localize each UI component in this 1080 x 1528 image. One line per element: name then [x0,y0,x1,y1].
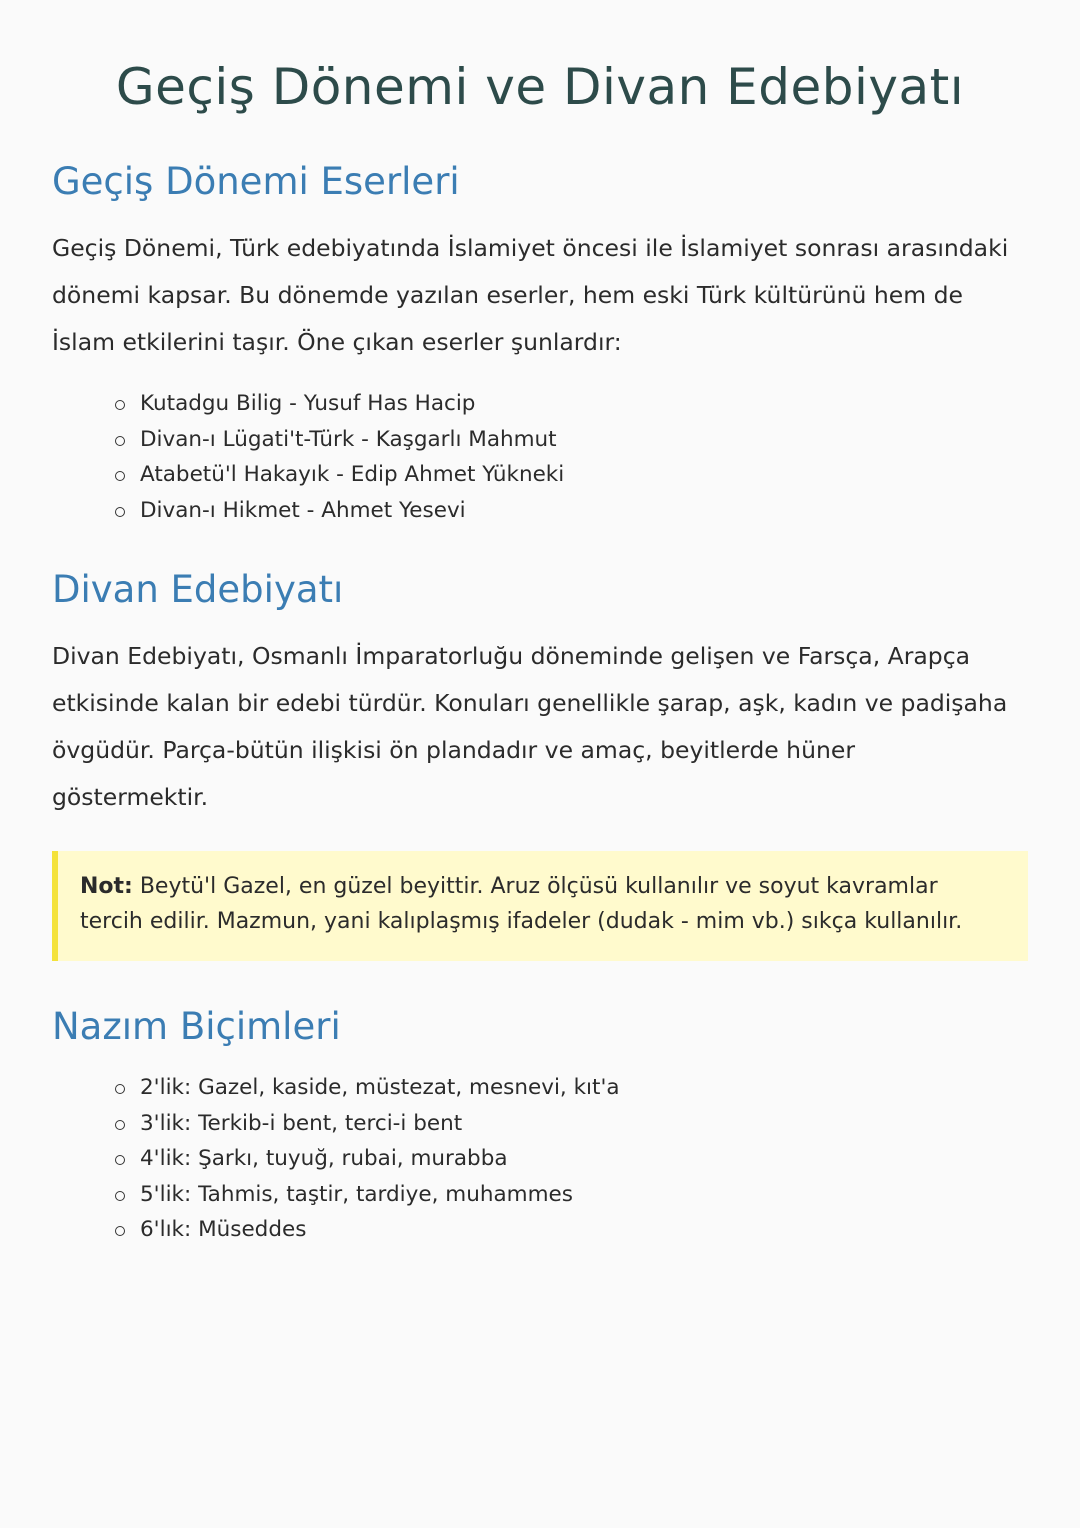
bullet-icon [115,471,125,481]
list-item-text: Kutadgu Bilig - Yusuf Has Hacip [140,391,476,416]
note-box [52,851,1028,961]
list-item-text: 4'lik: Şarkı, tuyuğ, rubai, murabba [140,1146,508,1171]
bullet-icon [115,1191,125,1201]
list-item [140,1212,1028,1248]
list-item [140,386,1028,422]
bullet-icon [115,1155,125,1165]
list-item-text: 5'lik: Tahmis, taştir, tardiye, muhammes [140,1181,573,1207]
section-heading-divan: Divan Edebiyatı [52,568,344,611]
bullet-icon [115,400,125,410]
list-item [140,1070,1028,1106]
gecis-paragraph: Geçiş Dönemi, Türk edebiyatında İslamiyet öncesi ile İslamiyet sonrası arasındaki dönemi kapsar. Bu dönemde yazılan eserler, hem eski Türk kültürünü hem de İslam etkilerini taşır. Öne çıkan eserler şunlardır: [52,234,1009,356]
bullet-icon [115,1084,125,1094]
list-item-text: Divan-ı Lügati't-Türk - Kaşgarlı Mahmut [140,426,557,452]
list-item-text: 2'lik: Gazel, kaside, müstezat, mesnevi, kıt'a [140,1075,620,1100]
list-item [140,457,1028,493]
gecis-works-list [52,386,1028,528]
list-item-text: Divan-ı Hikmet - Ahmet Yesevi [140,497,466,523]
nazim-forms-list [52,1070,1028,1248]
page-title: Geçiş Dönemi ve Divan Edebiyatı [115,58,965,116]
list-item-text: Atabetü'l Hakayık - Edip Ahmet Yükneki [140,462,565,487]
note-text: Beytü'l Gazel, en güzel beyittir. Aruz ölçüsü kullanılır ve soyut kavramlar tercih edilir. Mazmun, yani kalıplaşmış ifadeler (dudak - mim vb.) sıkça kullanılır. [80,874,963,934]
list-item-text: 6'lık: Müseddes [140,1217,307,1242]
divan-paragraph: Divan Edebiyatı, Osmanlı İmparatorluğu döneminde gelişen ve Farsça, Arapça etkisinde kalan bir edebi türdür. Konuları genellikle şarap, aşk, kadın ve padişaha övgüdür. Parça-bütün ilişkisi ön plandadır ve amaç, beyitlerde hüner göstermektir. [52,642,1008,811]
section-heading-gecis: Geçiş Dönemi Eserleri [52,160,460,203]
section-heading-nazim: Nazım Biçimleri [52,1005,341,1048]
bullet-icon [115,1120,125,1130]
list-item [140,493,1028,529]
bullet-icon [115,436,125,446]
list-item [140,1106,1028,1142]
bullet-icon [115,507,125,517]
bullet-icon [115,1226,125,1236]
note-label: Not: [80,874,133,899]
list-item [140,1177,1028,1213]
list-item [140,1141,1028,1177]
list-item-text: 3'lik: Terkib-i bent, terci-i bent [140,1110,463,1136]
list-item [140,422,1028,458]
